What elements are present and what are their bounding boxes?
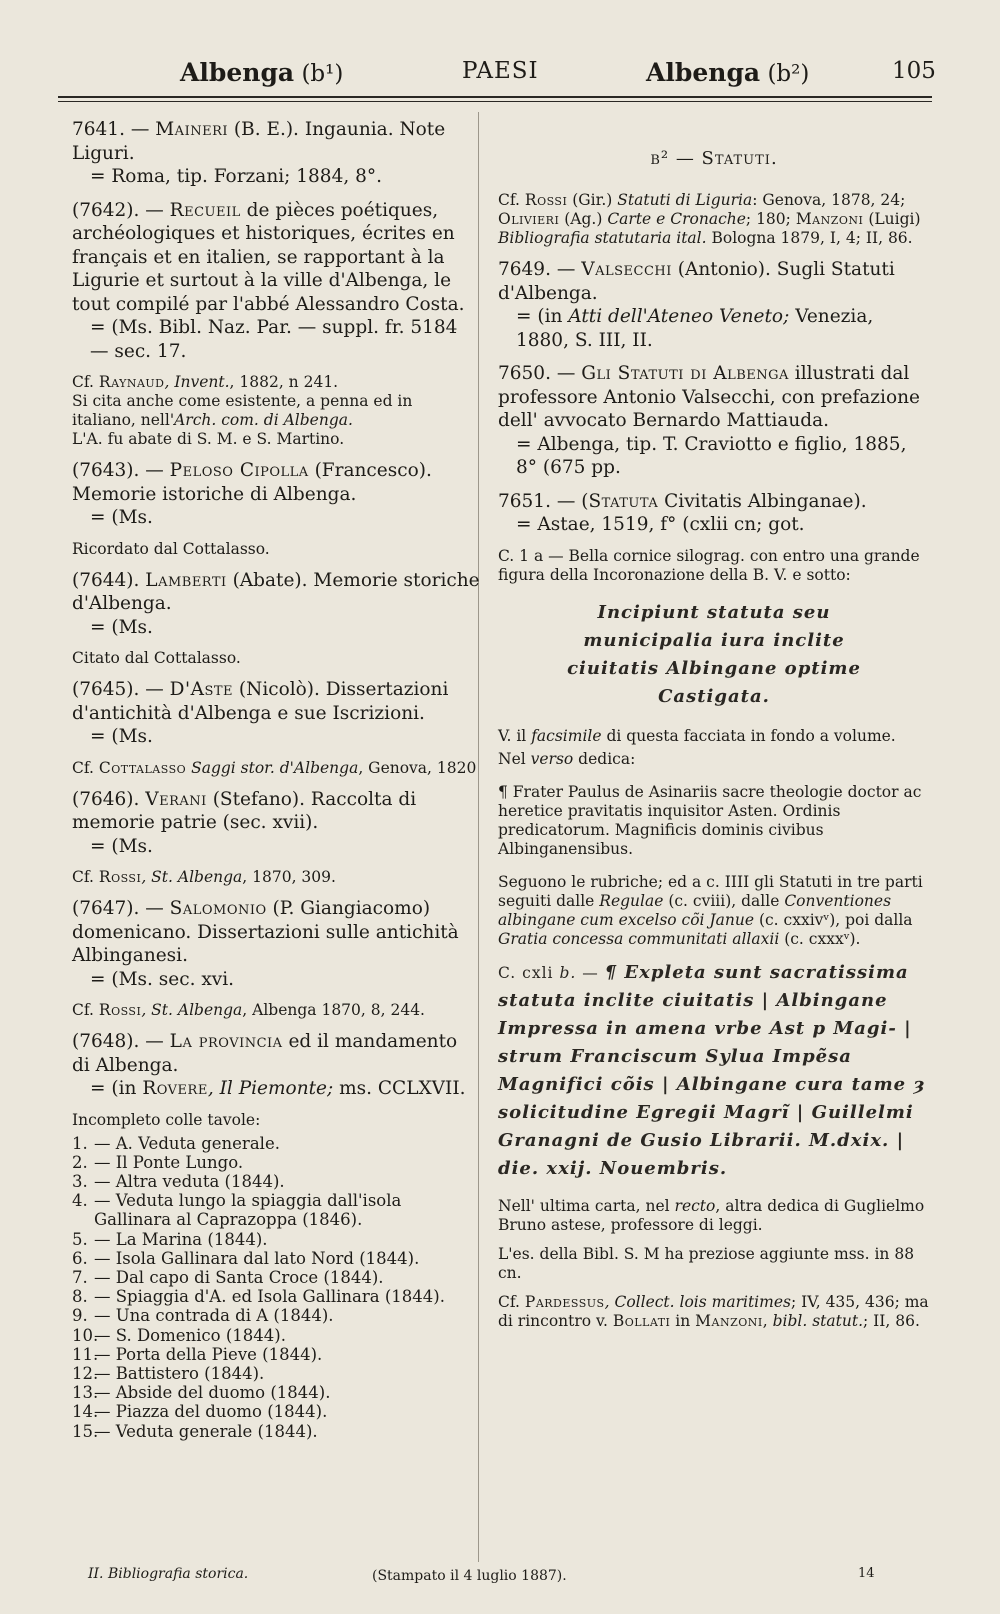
plate-number: 6. — [72, 1248, 88, 1268]
plate-title: — Il Ponte Lungo. — [94, 1152, 244, 1172]
note-it: Conventiones albingane cum excelso cõi Janue — [498, 891, 892, 929]
plate-number: 5. — [72, 1229, 88, 1249]
ref-author: Olivieri — [498, 210, 560, 228]
plate-title: — Una contrada di A (1844). — [94, 1306, 334, 1326]
note-text: Seguono le rubriche; ed a c. IIII gli Statuti in tre parti seguiti dalle — [498, 872, 923, 910]
colophon-prefix: C. cxli — [498, 963, 560, 982]
note-author-info: L'A. fu abate di S. M. e S. Martino. — [72, 430, 345, 448]
entry-author: La provincia — [169, 1031, 283, 1052]
note-author: Pardessus — [524, 1292, 605, 1311]
ref-text: (Ag.) — [559, 210, 608, 228]
entry-7651-note: C. 1 a — Bella cornice silograg. con entro una grande figura della Incoronazione della B. V. e sotto: — [498, 546, 920, 584]
colophon-prefix-it: b. — [559, 963, 577, 982]
final-references — [498, 1293, 930, 1331]
entry-number: 7649. — — [498, 259, 582, 280]
plate-item — [72, 1422, 480, 1441]
entry-title: (Nicolò). Dissertazioni d'antichità d'Albenga e sue Iscrizioni. — [72, 679, 449, 724]
plate-title: — Veduta lungo la spiaggia dall'isola Gallinara al Caprazoppa (1846). — [94, 1191, 402, 1230]
note-cf-label: Cf. — [72, 758, 99, 777]
facsimile-note — [498, 727, 930, 746]
note-work: , Invent. — [164, 373, 230, 391]
note-it: Gratia concessa communitati allaxii — [498, 929, 780, 948]
entry-author: Verani — [145, 788, 207, 810]
section-heading: b² — Statuti. — [650, 148, 778, 169]
plate-number: 13. — [72, 1383, 99, 1403]
left-column — [72, 118, 480, 1441]
entry-number: (7644). — [72, 569, 146, 591]
imprint-prefix: = (in — [516, 306, 569, 327]
plate-number: 2. — [72, 1152, 88, 1172]
note-cf — [72, 373, 480, 392]
plate-item — [72, 1345, 480, 1364]
plate-item — [72, 1134, 480, 1153]
entry-7648 — [72, 1030, 480, 1101]
entry-number: 7651. — ( — [498, 490, 589, 512]
entry-7645-note — [72, 759, 480, 778]
note-it: verso — [530, 749, 574, 768]
note-text: (c. cxxxᵛ). — [779, 929, 861, 948]
note-cf-label: Cf. — [72, 868, 99, 886]
ref-work: Statuti di Liguria — [617, 191, 753, 209]
note-rest: , Albenga 1870, 8, 244. — [242, 1001, 425, 1019]
note-text: ; IV, 435, 436; ma di rincontro v. — [498, 1292, 929, 1330]
plate-item — [72, 1172, 480, 1191]
page-number: 105 — [892, 58, 936, 84]
entry-title: (Abate). Memorie storiche d'Albenga. — [72, 569, 480, 614]
plate-item — [72, 1383, 480, 1402]
entry-author: D'Aste — [169, 679, 234, 700]
note-text: , — [762, 1311, 773, 1330]
entry-imprint — [498, 305, 930, 352]
header-rule — [58, 96, 932, 98]
colophon-gothic-text: ¶ Expleta sunt sacratissima statuta inclite ciuitatis | Albingane Impressa in amena vrbe Ast p Magi- | strum Franciscum Sylua Impẽsa Magnifici cõis | Albingane cura tame ȝ solicitudine Egregii Magrĩ | Guillelmi Granagni de Gusio Librarii. M.dxix. | die. xxij. Nouembris. — [498, 961, 926, 1179]
header-center: PAESI — [462, 58, 539, 84]
entry-imprint: = (Ms. sec. xvi. — [90, 968, 235, 990]
footer-signature: 14 — [858, 1566, 875, 1581]
ref-text: Cf. — [498, 191, 525, 209]
note-rest: , Genova, 1820 — [358, 758, 477, 777]
entry-title: Civitatis Albinganae). — [658, 490, 867, 512]
entry-imprint: = Astae, 1519, f° (cxlii cn; got. — [516, 514, 805, 535]
entry-imprint: = (Ms. — [90, 835, 153, 857]
entry-7643 — [72, 459, 480, 530]
note-author: Rossi — [98, 1001, 142, 1019]
note-text: dedica: — [573, 749, 636, 768]
entry-number: 7650. — — [498, 363, 582, 384]
plates-intro: Incompleto colle tavole: — [72, 1110, 261, 1129]
plate-number: 9. — [72, 1306, 88, 1326]
imprint-work: Atti dell'Ateneo Veneto; — [568, 306, 790, 327]
plate-item — [72, 1306, 480, 1325]
note-text: Nell' ultima carta, nel — [498, 1196, 675, 1215]
entry-7645 — [72, 678, 480, 749]
note-text: , altra dedica di Guglielmo Bruno astese, professore di leggi. — [498, 1196, 925, 1234]
note-cf-label: Cf. — [72, 373, 99, 391]
entry-7650 — [498, 362, 930, 480]
plate-number: 14. — [72, 1402, 99, 1422]
footer-center: (Stampato il 4 luglio 1887). — [372, 1568, 567, 1584]
entry-author: Gli Statuti di Albenga — [581, 363, 789, 384]
entry-author: Lamberti — [145, 569, 227, 591]
plate-item — [72, 1364, 480, 1383]
plate-item — [72, 1249, 480, 1268]
ref-author: Manzoni — [795, 210, 864, 228]
note-text: Nel — [498, 749, 531, 768]
entry-number: (7647). — — [72, 898, 170, 919]
entry-7646 — [72, 788, 480, 859]
ref-text: : Genova, 1878, 24; — [752, 191, 906, 209]
ref-text: ; 180; — [745, 210, 796, 228]
entry-title: (B. E.). Ingaunia. Note Liguri. — [72, 119, 446, 164]
entry-7646-note — [72, 868, 480, 887]
plate-item — [72, 1191, 480, 1229]
note-text: di questa facciata in fondo a volume. — [601, 726, 896, 745]
plate-number: 7. — [72, 1267, 88, 1287]
entry-title: de pièces poétiques, archéologiques et historiques, écrites en français et en italien, se rapportant à la Ligurie et surtout à la ville d'Albenga, le tout compilé par l'abbé Alessandro Costa. — [72, 199, 465, 315]
plate-title: — Piazza del duomo (1844). — [94, 1402, 328, 1422]
header-right-title: Albenga — [646, 58, 761, 87]
plate-number: 11. — [72, 1344, 99, 1364]
note-author: Rossi — [98, 868, 142, 886]
ref-text: (Gir.) — [567, 191, 618, 209]
note-author: Manzoni — [695, 1311, 763, 1330]
entry-imprint: = (Ms. — [90, 616, 153, 638]
note-author: Cottalasso — [98, 758, 187, 777]
entry-imprint: = Roma, tip. Forzani; 1884, 8°. — [90, 166, 383, 187]
gothic-title-page: Incipiunt statuta seu municipalia iura inclite ciuitatis Albingane optime Castigata. — [567, 601, 861, 707]
note-copy — [72, 392, 480, 430]
entry-author: Peloso Cipolla — [169, 460, 309, 481]
note-author: Raynaud — [98, 373, 165, 391]
plate-title: — Dal capo di Santa Croce (1844). — [94, 1267, 384, 1287]
note-it: recto — [674, 1196, 716, 1215]
imprint-rest: Venezia, 1880, S. III, II. — [516, 306, 874, 351]
plate-item — [72, 1402, 480, 1421]
rubrics-note — [498, 873, 930, 949]
right-column — [498, 118, 930, 1341]
header-rule-thin — [58, 101, 932, 102]
note-rest: , 1882, n 241. — [229, 373, 339, 391]
plate-item — [72, 1268, 480, 1287]
entry-author: Maineri — [155, 119, 228, 140]
entry-7644-note: Citato dal Cottalasso. — [72, 649, 241, 667]
imprint-author: Rovere — [142, 1078, 208, 1099]
ref-work: Carte e Cronache — [607, 210, 746, 228]
footer-left: II. Bibliografia storica. — [88, 1566, 249, 1582]
colophon-dash: — — [576, 963, 605, 982]
entry-title: ed il mandamento di Albenga. — [72, 1031, 458, 1076]
note-text: Cf. — [498, 1292, 525, 1311]
note-text: V. il — [498, 726, 532, 745]
imprint-rest: ms. CCLXVII. — [333, 1078, 466, 1099]
note-text: (c. cviii), dalle — [663, 891, 785, 910]
entry-title: illustrati dal professore Antonio Valsecchi, con prefazione dell' avvocato Bernardo Mattiauda. — [498, 363, 920, 431]
ref-text: Bologna 1879, I, 4; II, 86. — [706, 229, 913, 247]
entry-imprint: = (Ms. Bibl. Naz. Par. — suppl. fr. 5184 — sec. 17. — [90, 317, 458, 362]
plate-title: — Battistero (1844). — [94, 1363, 265, 1383]
entry-imprint: = Albenga, tip. T. Craviotto e figlio, 1885, 8° (675 pp. — [516, 433, 907, 478]
note-work: Arch. com. di Albenga. — [174, 411, 353, 429]
plate-number: 8. — [72, 1287, 88, 1307]
plate-number: 15. — [72, 1421, 99, 1441]
dedication-text: ¶ Frater Paulus de Asinariis sacre theologie doctor ac heretice pravitatis inquisitor Asten. Ordinis predicatorum. Magnificis dominis civibus Albinganensibus. — [498, 782, 922, 858]
plate-number: 10. — [72, 1325, 99, 1345]
plate-item — [72, 1326, 480, 1345]
entry-author: Recueil — [169, 199, 241, 221]
note-work: bibl. statut. — [772, 1311, 864, 1330]
ref-author: Rossi — [524, 191, 568, 209]
plate-title: — Isola Gallinara dal lato Nord (1844). — [94, 1248, 420, 1268]
plate-item — [72, 1230, 480, 1249]
note-it: facsimile — [531, 726, 602, 745]
plate-number: 3. — [72, 1171, 88, 1191]
plate-item — [72, 1153, 480, 1172]
entry-7641 — [72, 118, 480, 189]
entry-7647-note — [72, 1001, 480, 1020]
plate-title: — S. Domenico (1844). — [94, 1325, 286, 1345]
entry-number: (7646). — [72, 788, 146, 810]
page-header — [0, 0, 1000, 110]
plate-title: — Spiaggia d'A. ed Isola Gallinara (1844). — [94, 1287, 445, 1307]
last-leaf-note — [498, 1197, 930, 1235]
plate-title: — Porta della Pieve (1844). — [94, 1344, 323, 1364]
entry-7647 — [72, 897, 480, 991]
imprint-work: , Il Piemonte; — [207, 1078, 334, 1099]
entry-number: (7648). — — [72, 1031, 170, 1052]
entry-imprint — [72, 1077, 480, 1101]
entry-title: (Antonio). Sugli Statuti d'Albenga. — [498, 259, 895, 304]
ref-work: Bibliografia statutaria ital. — [498, 229, 707, 247]
header-right — [646, 58, 809, 87]
entry-number: 7641. — — [72, 119, 156, 140]
entry-number: (7642). — — [72, 199, 170, 221]
entry-7642 — [72, 199, 480, 364]
header-left-sub: (b¹) — [301, 61, 344, 87]
plate-number: 12. — [72, 1363, 99, 1383]
note-cf-label: Cf. — [72, 1001, 99, 1019]
note-author: Bollati — [612, 1311, 671, 1330]
verso-note — [498, 750, 930, 769]
plate-title: — La Marina (1844). — [94, 1229, 268, 1249]
entry-title: (Stefano). Raccolta di memorie patrie (sec. xvii). — [72, 788, 417, 833]
entry-imprint: = (Ms. — [90, 507, 153, 528]
ref-text: (Luigi) — [863, 210, 921, 228]
entry-author: Salomonio — [169, 898, 267, 919]
header-right-sub: (b²) — [767, 61, 810, 87]
colophon — [498, 959, 930, 1183]
entry-7651 — [498, 490, 930, 537]
entry-number: (7645). — — [72, 679, 170, 700]
header-left — [180, 58, 343, 87]
plate-title: — Veduta generale (1844). — [94, 1421, 318, 1441]
plate-title: — A. Veduta generale. — [94, 1133, 280, 1153]
entry-imprint: = (Ms. — [90, 726, 153, 747]
note-text: (c. cxxivᵛ), poi dalla — [754, 910, 913, 929]
section-references — [498, 191, 930, 248]
imprint-prefix: = (in — [90, 1078, 143, 1099]
note-text: in — [670, 1311, 696, 1330]
entry-author: Statuta — [588, 490, 659, 512]
plate-number: 4. — [72, 1191, 88, 1211]
note-text: ; II, 86. — [863, 1311, 920, 1330]
note-text: Si cita anche come esistente, a penna ed in italiano, nell' — [72, 392, 413, 429]
plates-list — [72, 1134, 480, 1441]
note-work: , St. Albenga — [141, 868, 243, 886]
entry-7642-notes — [72, 373, 480, 449]
plate-number: 1. — [72, 1133, 88, 1153]
note-work: Saggi stor. d'Albenga — [186, 758, 359, 777]
entry-title: (P. Giangiacomo) domenicano. Dissertazioni sulle antichità Albinganesi. — [72, 898, 459, 966]
header-left-title: Albenga — [180, 58, 295, 87]
entry-7643-note: Ricordato dal Cottalasso. — [72, 539, 270, 558]
note-it: Regulae — [599, 891, 664, 910]
plate-item — [72, 1287, 480, 1306]
note-rest: , 1870, 309. — [242, 868, 336, 886]
plate-title: — Abside del duomo (1844). — [94, 1383, 331, 1403]
note-work: , Collect. lois maritimes — [604, 1292, 791, 1311]
copy-note: L'es. della Bibl. S. M ha preziose aggiunte mss. in 88 cn. — [498, 1244, 915, 1282]
entry-7649 — [498, 258, 930, 352]
entry-author: Valsecchi — [581, 259, 672, 280]
note-work: , St. Albenga — [141, 1001, 243, 1019]
entry-number: (7643). — — [72, 460, 170, 481]
entry-title: (Francesco). Memorie istoriche di Albenga. — [72, 460, 432, 505]
plate-title: — Altra veduta (1844). — [94, 1171, 285, 1191]
entry-7644 — [72, 569, 480, 640]
